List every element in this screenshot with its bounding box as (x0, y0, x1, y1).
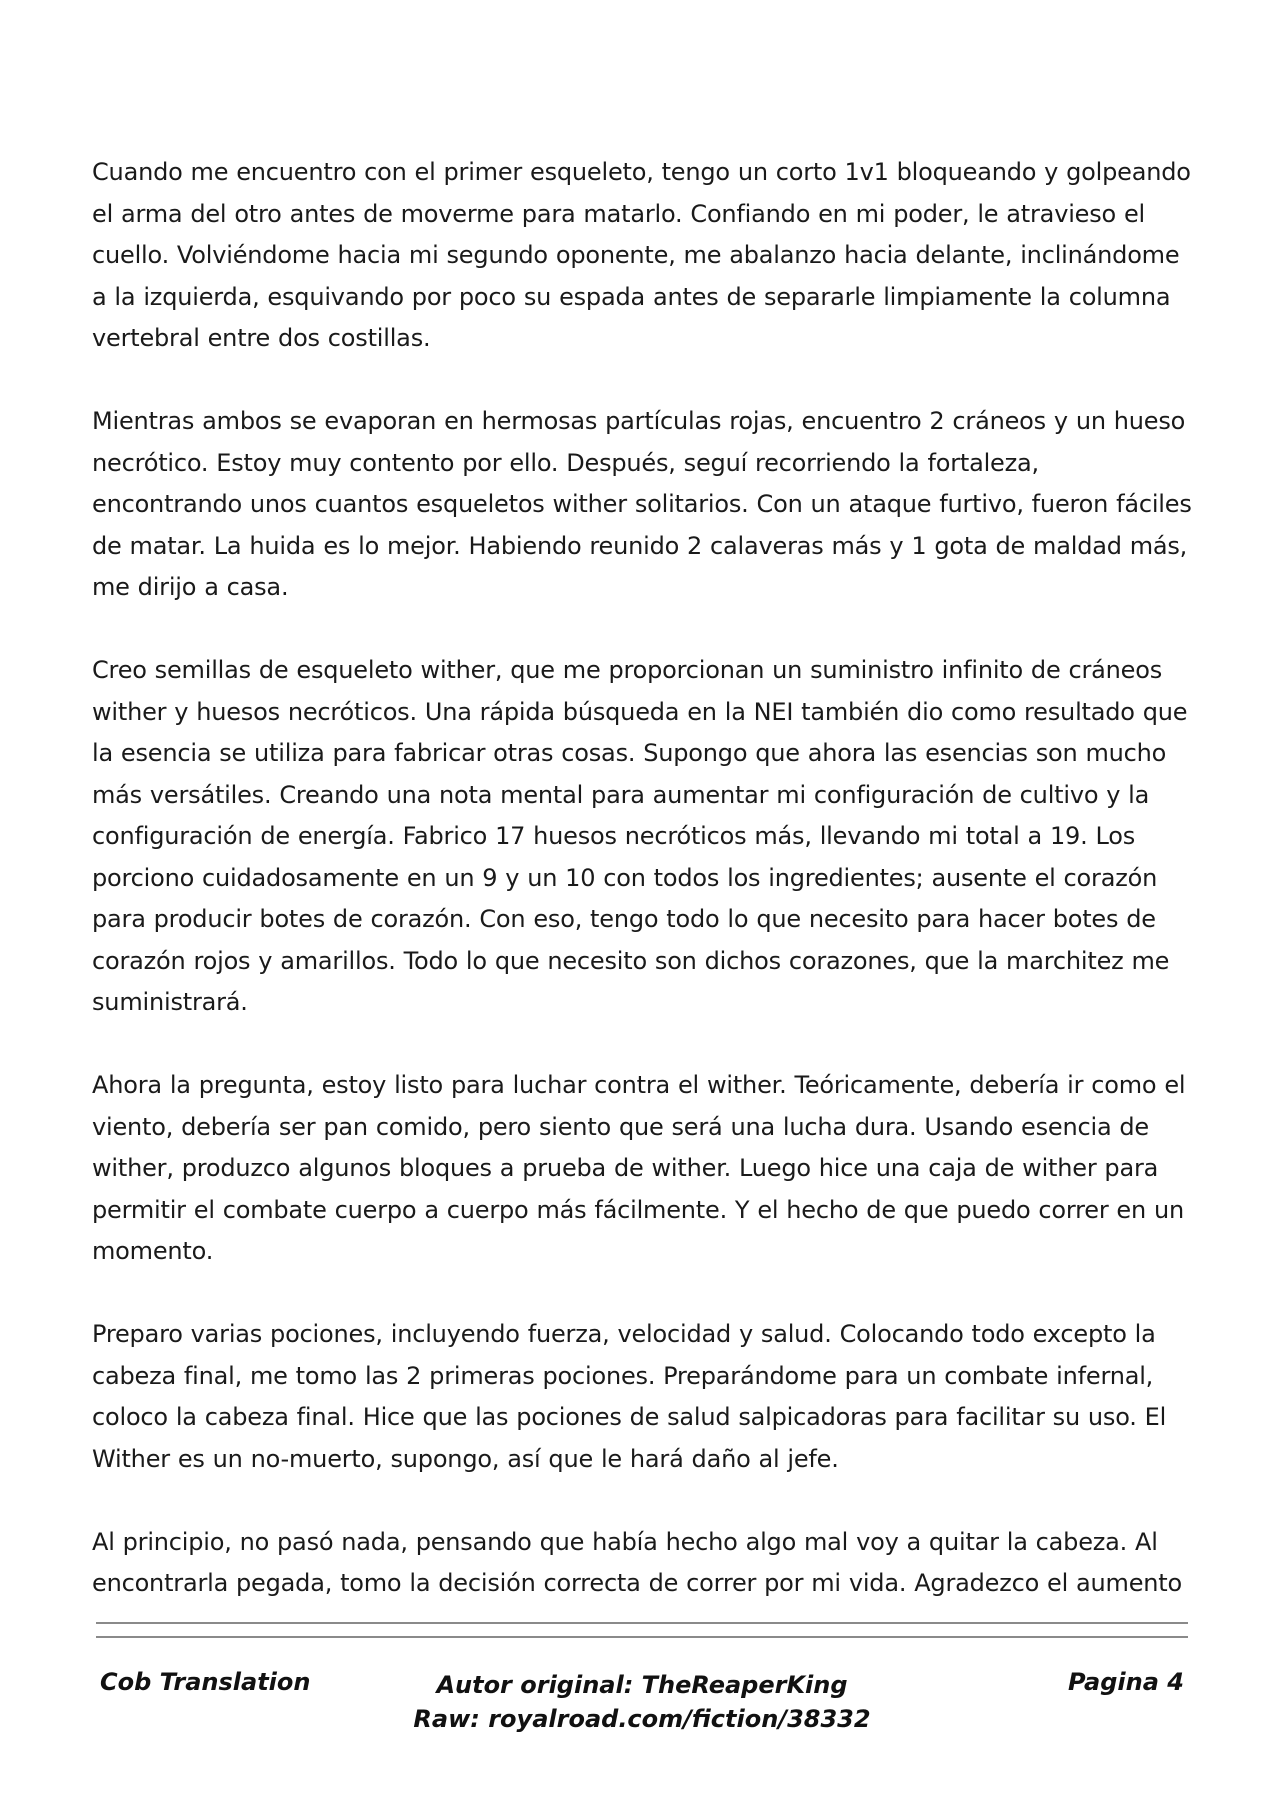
body-text (92, 152, 1194, 1605)
footer-translator: Cob Translation (100, 1668, 311, 1696)
footer-page-number: Pagina 4 (1068, 1668, 1184, 1696)
footer-credits (96, 1668, 1188, 1736)
footer-raw-source: Raw: royalroad.com/fiction/38332 (413, 1705, 871, 1733)
paragraph-6: Al principio, no pasó nada, pensando que había hecho algo mal voy a quitar la cabeza. Al encontrarla pegada, tomo la decisión correcta de correr por mi vida. Agradezco el aumento (92, 1527, 1182, 1597)
paragraph-1: Cuando me encuentro con el primer esqueleto, tengo un corto 1v1 bloqueando y golpeando el arma del otro antes de moverme para matarlo. Confiando en mi poder, le atravieso el cuello. Volviéndome hacia mi segundo oponente, me abalanzo hacia delante, inclinándome a la izquierda, esquivando por poco su espada antes de separarle limpiamente la columna vertebral entre dos costillas. (92, 158, 1191, 352)
footer-divider-bottom (96, 1636, 1188, 1638)
paragraph-5: Preparo varias pociones, incluyendo fuerza, velocidad y salud. Colocando todo excepto la cabeza final, me tomo las 2 primeras pociones. Preparándome para un combate infernal, coloco la cabeza final. Hice que las pociones de salud salpicadoras para facilitar su uso. El Wither es un no-muerto, supongo, así que le hará daño al jefe. (92, 1320, 1167, 1473)
paragraph-3: Creo semillas de esqueleto wither, que me proporcionan un suministro infinito de cráneos wither y huesos necróticos. Una rápida búsqueda en la NEI también dio como resultado que la esencia se utiliza para fabricar otras cosas. Supongo que ahora las esencias son mucho más versátiles. Creando una nota mental para aumentar mi configuración de cultivo y la configuración de energía. Fabrico 17 huesos necróticos más, llevando mi total a 19. Los porciono cuidadosamente en un 9 y un 10 con todos los ingredientes; ausente el corazón para producir botes de corazón. Con eso, tengo todo lo que necesito para hacer botes de corazón rojos y amarillos. Todo lo que necesito son dichos corazones, que la marchitez me suministrará. (92, 656, 1188, 1016)
paragraph-4: Ahora la pregunta, estoy listo para luchar contra el wither. Teóricamente, debería ir como el viento, debería ser pan comido, pero siento que será una lucha dura. Usando esencia de wither, produzco algunos bloques a prueba de wither. Luego hice una caja de wither para permitir el combate cuerpo a cuerpo más fácilmente. Y el hecho de que puedo correr en un momento. (92, 1071, 1186, 1265)
footer-divider-top (96, 1622, 1188, 1624)
footer-author: Autor original: TheReaperKing (436, 1671, 848, 1699)
paragraph-2: Mientras ambos se evaporan en hermosas partículas rojas, encuentro 2 cráneos y un hueso necrótico. Estoy muy contento por ello. Después, seguí recorriendo la fortaleza, encontrando unos cuantos esqueletos wither solitarios. Con un ataque furtivo, fueron fáciles de matar. La huida es lo mejor. Habiendo reunido 2 calaveras más y 1 gota de maldad más, me dirijo a casa. (92, 407, 1192, 601)
